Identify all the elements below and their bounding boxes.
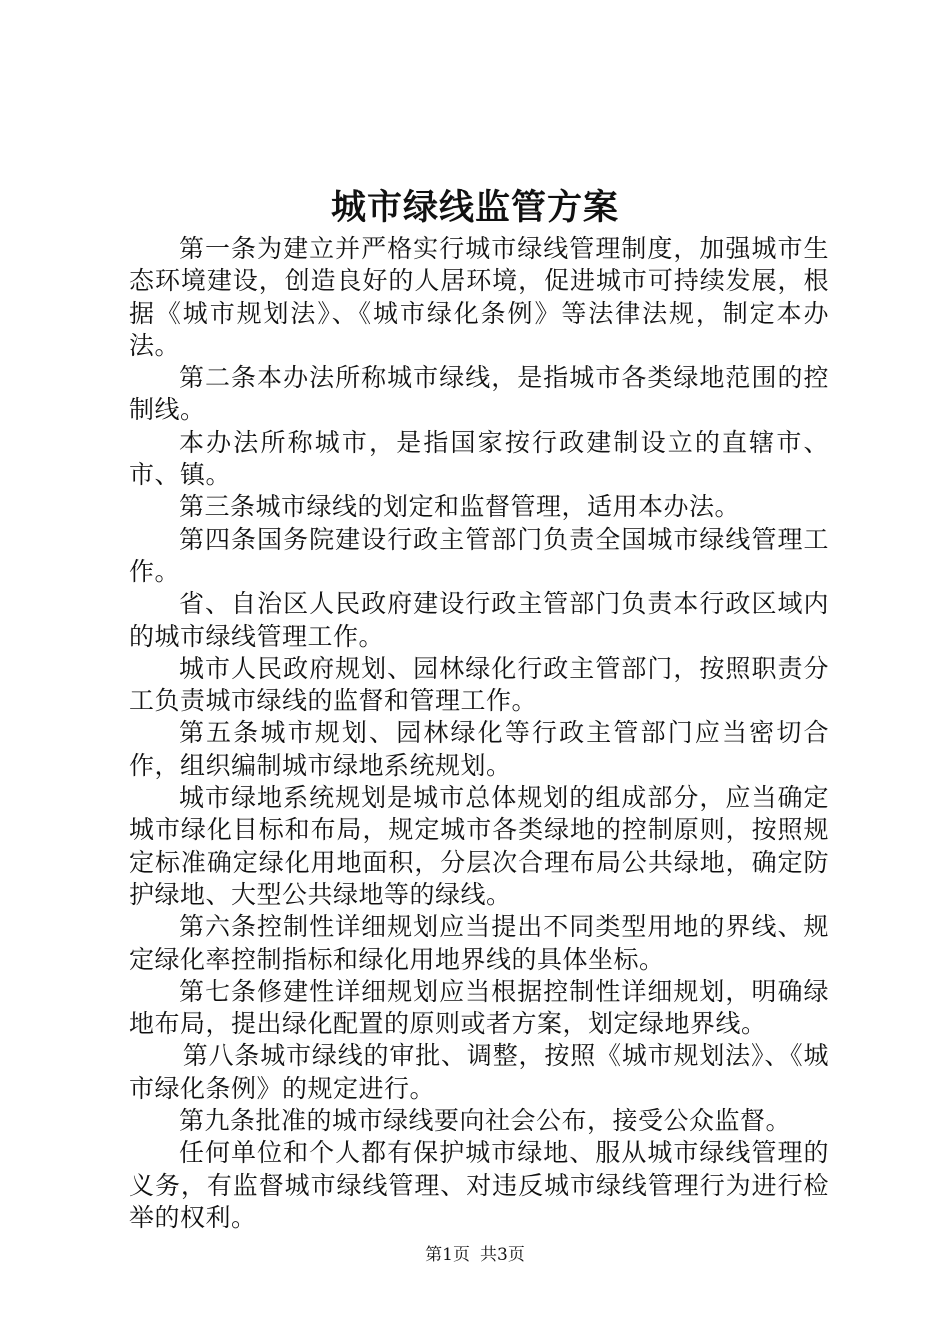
document-body — [129, 233, 829, 1234]
paragraph-article-3: 第三条城市绿线的划定和监督管理，适用本办法。 — [179, 492, 741, 522]
paragraph-article-6: 第六条控制性详细规划应当提出不同类型用地的界线、规定绿化率控制指标和绿化用地界线的具体坐标。 — [129, 912, 829, 974]
paragraph-article-7: 第七条修建性详细规划应当根据控制性详细规划，明确绿地布局，提出绿化配置的原则或者方案，划定绿地界线。 — [129, 976, 829, 1039]
paragraph-article-9: 第九条批准的城市绿线要向社会公布，接受公众监督。 — [179, 1106, 792, 1136]
paragraph-article-2: 第二条本办法所称城市绿线，是指城市各类绿地范围的控制线。 — [129, 363, 829, 425]
page-total: 共3页 — [480, 1245, 525, 1265]
paragraph-article-8: 第八条城市绿线的审批、调整，按照《城市规划法》、《城市绿化条例》的规定进行。 — [129, 1041, 829, 1103]
page-number: 第1页 — [425, 1245, 470, 1265]
paragraph-city-definition: 本办法所称城市，是指国家按行政建制设立的直辖市、市、镇。 — [129, 427, 829, 490]
paragraph-article-5: 第五条城市规划、园林绿化等行政主管部门应当密切合作，组织编制城市绿地系统规划。 — [129, 718, 829, 780]
paragraph-city-government-duty: 城市人民政府规划、园林绿化行政主管部门，按照职责分工负责城市绿线的监督和管理工作。 — [129, 653, 829, 716]
paragraph-article-4: 第四条国务院建设行政主管部门负责全国城市绿线管理工作。 — [129, 524, 829, 586]
page-footer — [0, 1243, 950, 1267]
paragraph-green-system-plan: 城市绿地系统规划是城市总体规划的组成部分，应当确定城市绿化目标和布局，规定城市各类绿地的控制原则，按照规定标准确定绿化用地面积，分层次合理布局公共绿地，确定防护绿地、大型公共绿地等的绿线。 — [129, 783, 829, 909]
paragraph-province-duty: 省、自治区人民政府建设行政主管部门负责本行政区域内的城市绿线管理工作。 — [129, 589, 829, 651]
paragraph-public-rights: 任何单位和个人都有保护城市绿地、服从城市绿线管理的义务，有监督城市绿线管理、对违反城市绿线管理行为进行检举的权利。 — [129, 1138, 829, 1232]
paragraph-article-1: 第一条为建立并严格实行城市绿线管理制度，加强城市生态环境建设，创造良好的人居环境，促进城市可持续发展，根据《城市规划法》、《城市绿化条例》等法律法规，制定本办法。 — [129, 234, 829, 360]
document-title: 城市绿线监管方案 — [330, 187, 619, 228]
